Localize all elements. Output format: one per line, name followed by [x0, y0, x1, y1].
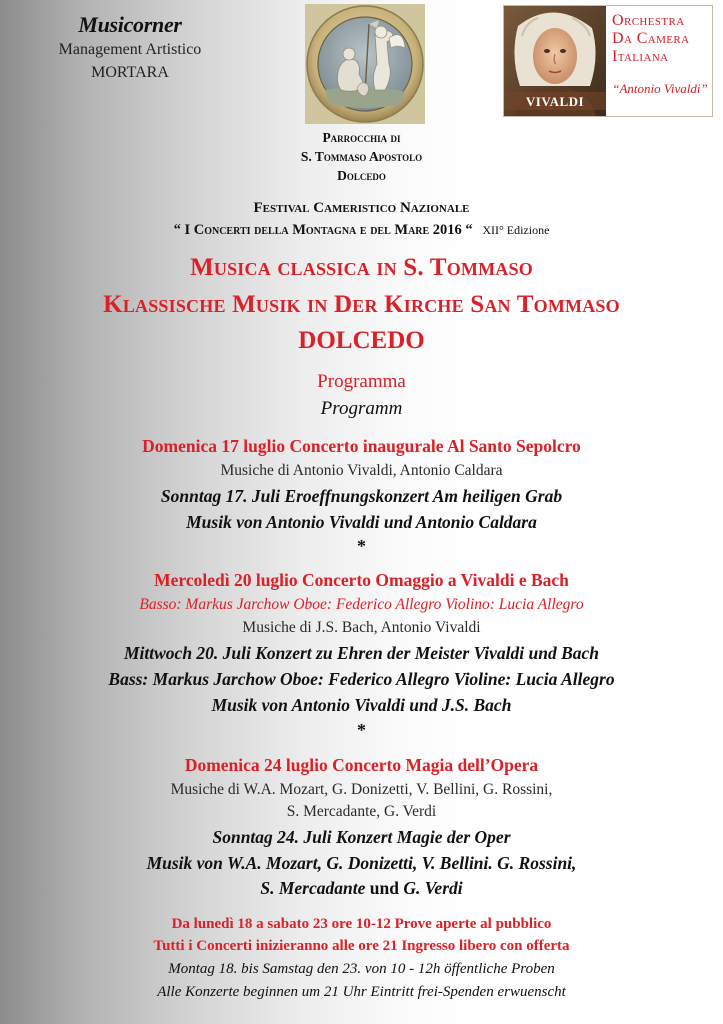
event-3-music-german-2c: G. Verdi — [403, 878, 463, 898]
event-2-separator: * — [357, 720, 366, 740]
event-3-music-german-1: Musik von W.A. Mozart, G. Donizetti, V. Bellini. G. Rossini, — [146, 853, 577, 873]
program-title-german: Programm — [320, 398, 403, 419]
parish-line-1: Parrocchia di — [322, 130, 401, 145]
event-1-separator: * — [357, 536, 366, 556]
festival-series: “ I Concerti della Montagna e del Mare 2016 “ — [173, 222, 473, 238]
medallion-relief-image — [305, 4, 425, 124]
footer-rehearsals-german: Montag 18. bis Samstag den 23. von 10 - 12h öffentliche Proben — [168, 961, 555, 977]
event-3-music-italian-1: Musiche di W.A. Mozart, G. Donizetti, V. Bellini, G. Rossini, — [170, 781, 553, 798]
event-1-music-german: Musik von Antonio Vivaldi und Antonio Caldara — [186, 512, 537, 532]
headline-german: Klassische Musik in Der Kirche San Tommaso — [103, 291, 620, 318]
event-3-music-german-2a: S. Mercadante — [260, 878, 366, 898]
festival-edition-text: XII° Edizione — [482, 223, 550, 237]
headline-italian: Musica classica in S. Tommaso — [190, 254, 533, 281]
orchestra-logo-box — [503, 5, 713, 117]
event-3-music-german-2b: und — [369, 878, 399, 898]
event-1-music-italian: Musiche di Antonio Vivaldi, Antonio Caldara — [220, 462, 503, 479]
event-2-heading: Mercoledì 20 luglio Concerto Omaggio a Vivaldi e Bach — [154, 570, 569, 590]
footer-concert-time-german: Alle Konzerte beginnen um 21 Uhr Eintritt frei-Spenden erwuenscht — [157, 984, 566, 1000]
event-2-performers-italian: Basso: Markus Jarchow Oboe: Federico Allegro Violino: Lucia Allegro — [139, 596, 584, 613]
event-3-heading: Domenica 24 luglio Concerto Magia dell’Opera — [184, 755, 539, 775]
festival-edition — [476, 223, 549, 237]
management-brand: Musicorner — [78, 12, 182, 37]
event-2-heading-german: Mittwoch 20. Juli Konzert zu Ehren der Meister Vivaldi und Bach — [123, 643, 600, 663]
orchestra-line-2: Da Camera — [612, 30, 690, 47]
event-1-heading-german: Sonntag 17. Juli Eroeffnungskonzert Am heiligen Grab — [160, 486, 563, 506]
event-3-heading-german: Sonntag 24. Juli Konzert Magie der Oper — [212, 827, 511, 847]
festival-series-line — [0, 222, 723, 239]
orchestra-name — [612, 12, 712, 66]
vivaldi-lettering: VIVALDI — [525, 94, 585, 109]
headline-town: DOLCEDO — [298, 327, 425, 354]
orchestra-line-3: Italiana — [612, 48, 669, 65]
management-subtitle: Management Artistico — [58, 41, 202, 58]
parish-line-3: Dolcedo — [337, 168, 386, 183]
program-title-italian: Programma — [317, 371, 406, 392]
vivaldi-portrait-image — [504, 6, 606, 116]
footer-rehearsals-italian: Da lunedì 18 a sabato 23 ore 10-12 Prove aperte al pubblico — [171, 916, 552, 932]
event-1-heading: Domenica 17 luglio Concerto inaugurale Al Santo Sepolcro — [142, 436, 581, 456]
orchestra-script-name: “Antonio Vivaldi” — [612, 81, 708, 96]
parish-line-2: S. Tommaso Apostolo — [300, 149, 423, 164]
orchestra-line-1: Orchestra — [612, 12, 685, 29]
event-3-music-italian-2: S. Mercadante, G. Verdi — [286, 803, 437, 820]
event-2-performers-german: Bass: Markus Jarchow Oboe: Federico Allegro Violine: Lucia Allegro — [108, 669, 615, 689]
event-2-music-italian: Musiche di J.S. Bach, Antonio Vivaldi — [242, 619, 481, 636]
management-city: MORTARA — [91, 64, 169, 81]
event-2-music-german: Musik von Antonio Vivaldi und J.S. Bach — [211, 695, 512, 715]
festival-name: Festival Cameristico Nazionale — [253, 200, 470, 216]
footer-concert-time-italian: Tutti i Concerti inizieranno alle ore 21 Ingresso libero con offerta — [153, 938, 570, 954]
event-3-music-german-2 — [0, 878, 723, 898]
